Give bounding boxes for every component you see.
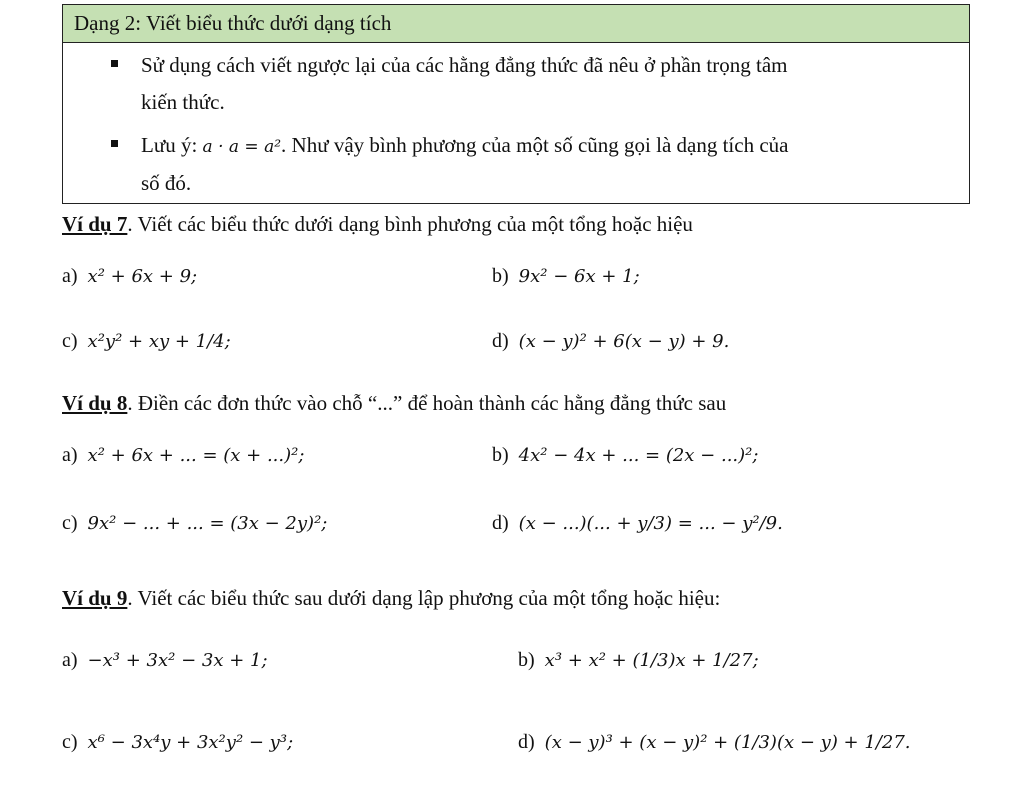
- item-tag: a): [62, 265, 78, 287]
- item-expression: −x³ + 3x² − 3x + 1;: [87, 650, 268, 671]
- item-tag: d): [518, 731, 535, 753]
- bullet-1-line-2: kiến thức.: [141, 90, 225, 114]
- bullet-icon: [111, 60, 123, 72]
- example-9-text: . Viết các biểu thức sau dưới dạng lập phương của một tổng hoặc hiệu:: [127, 586, 721, 610]
- item-expression: 9x² − 6x + 1;: [518, 266, 640, 287]
- example-8-item-b: [492, 440, 758, 471]
- bullet-2-line-1: [141, 132, 788, 160]
- bullet-2-math: a · a = a²: [202, 137, 282, 157]
- bullet-2-line-2: số đó.: [141, 171, 192, 195]
- item-tag: c): [62, 512, 78, 534]
- example-9-label: Ví dụ 9: [62, 586, 128, 610]
- bullet-icon: [111, 140, 123, 152]
- bullet-1-line-1: Sử dụng cách viết ngược lại của các hằng đẳng thức đã nêu ở phần trọng tâm: [141, 53, 788, 77]
- example-7-item-a: [62, 261, 197, 292]
- example-7-item-c: [62, 326, 231, 357]
- example-9-heading: [62, 585, 720, 611]
- item-expression: x² + 6x + 9;: [87, 266, 198, 287]
- item-expression: x⁶ − 3x⁴y + 3x²y² − y³;: [87, 732, 294, 753]
- example-9-item-c: [62, 727, 293, 758]
- bullet-2-suffix: . Như vậy bình phương của một số cũng gọi là dạng tích của: [281, 133, 789, 157]
- item-tag: d): [492, 330, 509, 352]
- method-box: [62, 4, 970, 204]
- example-7-item-d: [492, 326, 729, 357]
- example-8-label: Ví dụ 8: [62, 391, 128, 415]
- item-tag: b): [518, 649, 535, 671]
- item-expression: 9x² − ... + ... = (3x − 2y)²;: [87, 513, 328, 534]
- method-box-title: Dạng 2: Viết biểu thức dưới dạng tích: [63, 5, 969, 43]
- example-9-item-b: [518, 645, 759, 676]
- item-expression: x² + 6x + ... = (x + ...)²;: [87, 445, 305, 466]
- item-expression: (x − ...)(... + y/3) = ... − y²/9.: [518, 513, 783, 534]
- example-7-heading: [62, 211, 693, 237]
- item-tag: c): [62, 330, 78, 352]
- item-tag: a): [62, 649, 78, 671]
- example-8-heading: [62, 390, 726, 416]
- item-expression: x³ + x² + (1/3)x + 1/27;: [544, 650, 759, 671]
- example-7-text: . Viết các biểu thức dưới dạng bình phương của một tổng hoặc hiệu: [127, 212, 693, 236]
- item-expression: x²y² + xy + 1/4;: [87, 331, 231, 352]
- example-9-item-a: [62, 645, 268, 676]
- item-tag: a): [62, 444, 78, 466]
- example-8-item-d: [492, 508, 783, 539]
- example-7-item-b: [492, 261, 640, 292]
- item-expression: 4x² − 4x + ... = (2x − ...)²;: [518, 445, 759, 466]
- item-expression: (x − y)³ + (x − y)² + (1/3)(x − y) + 1/27.: [544, 732, 911, 753]
- item-tag: b): [492, 444, 509, 466]
- item-tag: b): [492, 265, 509, 287]
- item-expression: (x − y)² + 6(x − y) + 9.: [518, 331, 730, 352]
- example-8-item-a: [62, 440, 304, 471]
- item-tag: c): [62, 731, 78, 753]
- example-8-text: . Điền các đơn thức vào chỗ “...” để hoàn thành các hằng đẳng thức sau: [127, 391, 727, 415]
- example-8-item-c: [62, 508, 327, 539]
- bullet-2-prefix: Lưu ý:: [141, 133, 203, 157]
- example-9-item-d: [518, 727, 911, 758]
- example-7-label: Ví dụ 7: [62, 212, 128, 236]
- item-tag: d): [492, 512, 509, 534]
